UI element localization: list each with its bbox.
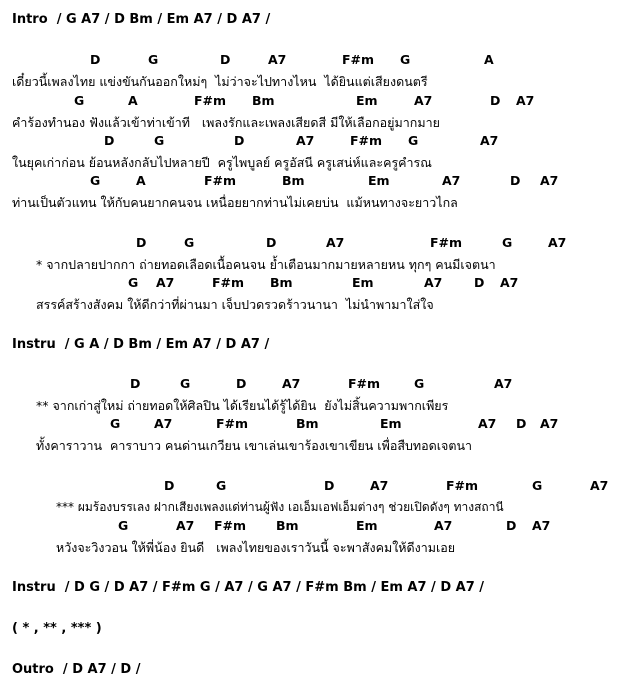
chord: G xyxy=(148,52,159,67)
chord: A7 xyxy=(370,478,389,493)
lyric-line: สรรค์สร้างสังคม ให้ดีกว่าที่ผ่านมา เจ็บปวดรวดร้าวนานา ไม่นำพามาใส่ใจ xyxy=(36,297,434,312)
chord: Em xyxy=(356,93,378,108)
chord: A7 xyxy=(478,416,497,431)
chord: F#m xyxy=(214,518,247,533)
chord: G xyxy=(408,133,419,148)
chord: Bm xyxy=(282,173,305,188)
chord: D xyxy=(164,478,175,493)
chord: D xyxy=(516,416,527,431)
chord: D xyxy=(506,518,517,533)
chord: A7 xyxy=(516,93,535,108)
chord: Em xyxy=(380,416,402,431)
chord: Em xyxy=(368,173,390,188)
chord: F#m xyxy=(204,173,237,188)
chord: D xyxy=(474,275,485,290)
lyric-line: ทั้งคาราวาน คาราบาว คนด่านเกวียน เขาเล่นเขาร้องเขาเขียน เพื่อสืบทอดเจตนา xyxy=(36,438,473,453)
chord: Bm xyxy=(276,518,299,533)
chord: A7 xyxy=(296,133,315,148)
chord: F#m xyxy=(446,478,479,493)
chord: D xyxy=(130,376,141,391)
chord: A7 xyxy=(424,275,443,290)
chord: A7 xyxy=(434,518,453,533)
chord: G xyxy=(74,93,85,108)
chord: A7 xyxy=(176,518,195,533)
chord: A7 xyxy=(154,416,173,431)
chord: D xyxy=(104,133,115,148)
chord: D xyxy=(136,235,147,250)
chord: Bm xyxy=(270,275,293,290)
chord: G xyxy=(502,235,513,250)
intro-line: Intro / G A7 / D Bm / Em A7 / D A7 / xyxy=(12,12,271,27)
chord: Em xyxy=(356,518,378,533)
chord: D xyxy=(324,478,335,493)
chord: F#m xyxy=(216,416,249,431)
chord: A7 xyxy=(268,52,287,67)
chord: Em xyxy=(352,275,374,290)
chord: G xyxy=(414,376,425,391)
chord: D xyxy=(510,173,521,188)
chord: A7 xyxy=(442,173,461,188)
chord: A7 xyxy=(156,275,175,290)
lyric-line: ท่านเป็นตัวแทน ให้กับคนยากคนจน เหนื่อยยากท่านไม่เคยบ่น แม้หนทางจะยาวไกล xyxy=(12,195,458,210)
lyric-line: คำร้องทำนอง ฟังแล้วเข้าท่าเข้าที เพลงรักและเพลงเสียดสี มีให้เลือกอยู่มากมาย xyxy=(12,115,440,130)
chord: G xyxy=(118,518,129,533)
chord: F#m xyxy=(350,133,383,148)
chord: F#m xyxy=(430,235,463,250)
instru-line-2: Instru / D G / D A7 / F#m G / A7 / G A7 / F#m Bm / Em A7 / D A7 / xyxy=(12,580,485,595)
lyric-line: * จากปลายปากกา ถ่ายทอดเลือดเนื้อคนจน ย้ำเตือนมากมายหลายหน ทุกๆ คนมีเจตนา xyxy=(36,257,496,272)
chord: A7 xyxy=(532,518,551,533)
chord: A7 xyxy=(540,173,559,188)
instru-line-1: Instru / G A / D Bm / Em A7 / D A7 / xyxy=(12,337,270,352)
chord: D xyxy=(236,376,247,391)
chord: A xyxy=(484,52,494,67)
chord: G xyxy=(110,416,121,431)
chord: G xyxy=(180,376,191,391)
chord: A7 xyxy=(414,93,433,108)
lyric-line: *** ผมร้องบรรเลง ฝากเสียงเพลงแด่ท่านผู้ฟัง เอเอ็มเอฟเอ็มต่างๆ ช่วยเปิดดังๆ ทางสถานี xyxy=(56,500,504,514)
lyric-line: เดี๋ยวนี้เพลงไทย แข่งขันกันออกใหม่ๆ ไม่ว่าจะไปทางไหน ได้ยินแต่เสียงดนตรี xyxy=(12,74,428,89)
chord: A7 xyxy=(326,235,345,250)
chord: Bm xyxy=(252,93,275,108)
lyric-line: หวังจะวิงวอน ให้พี่น้อง ยินดี เพลงไทยของเราวันนี้ จะพาสังคมให้ดีงามเอย xyxy=(56,540,456,555)
chord: G xyxy=(154,133,165,148)
chord: A7 xyxy=(540,416,559,431)
chord: A xyxy=(136,173,146,188)
chord: A7 xyxy=(494,376,513,391)
chord: A7 xyxy=(548,235,567,250)
chord: D xyxy=(266,235,277,250)
chord: D xyxy=(220,52,231,67)
chord: F#m xyxy=(212,275,245,290)
chord: G xyxy=(400,52,411,67)
chord: F#m xyxy=(348,376,381,391)
chord: F#m xyxy=(342,52,375,67)
chord: A7 xyxy=(480,133,499,148)
chord: G xyxy=(128,275,139,290)
chord: D xyxy=(90,52,101,67)
lyric-line: ** จากเก่าสู่ใหม่ ถ่ายทอดให้ศิลปิน ได้เรียนได้รู้ได้ยิน ยังไม่สิ้นความพากเพียร xyxy=(36,398,449,413)
chord: G xyxy=(90,173,101,188)
chord: A7 xyxy=(500,275,519,290)
chord: A7 xyxy=(282,376,301,391)
chord: D xyxy=(234,133,245,148)
chord: G xyxy=(184,235,195,250)
chord: F#m xyxy=(194,93,227,108)
chord: G xyxy=(532,478,543,493)
chord: D xyxy=(490,93,501,108)
repeat-line: ( * , ** , *** ) xyxy=(12,621,102,636)
chord: G xyxy=(216,478,227,493)
chord: A xyxy=(128,93,138,108)
outro-line: Outro / D A7 / D / xyxy=(12,662,141,677)
chord: Bm xyxy=(296,416,319,431)
chord: A7 xyxy=(590,478,609,493)
lyric-line: ในยุคเก่าก่อน ย้อนหลังกลับไปหลายปี ครูไพบูลย์ ครูอัสนี ครูเสน่ห์และครูคำรณ xyxy=(12,155,432,170)
